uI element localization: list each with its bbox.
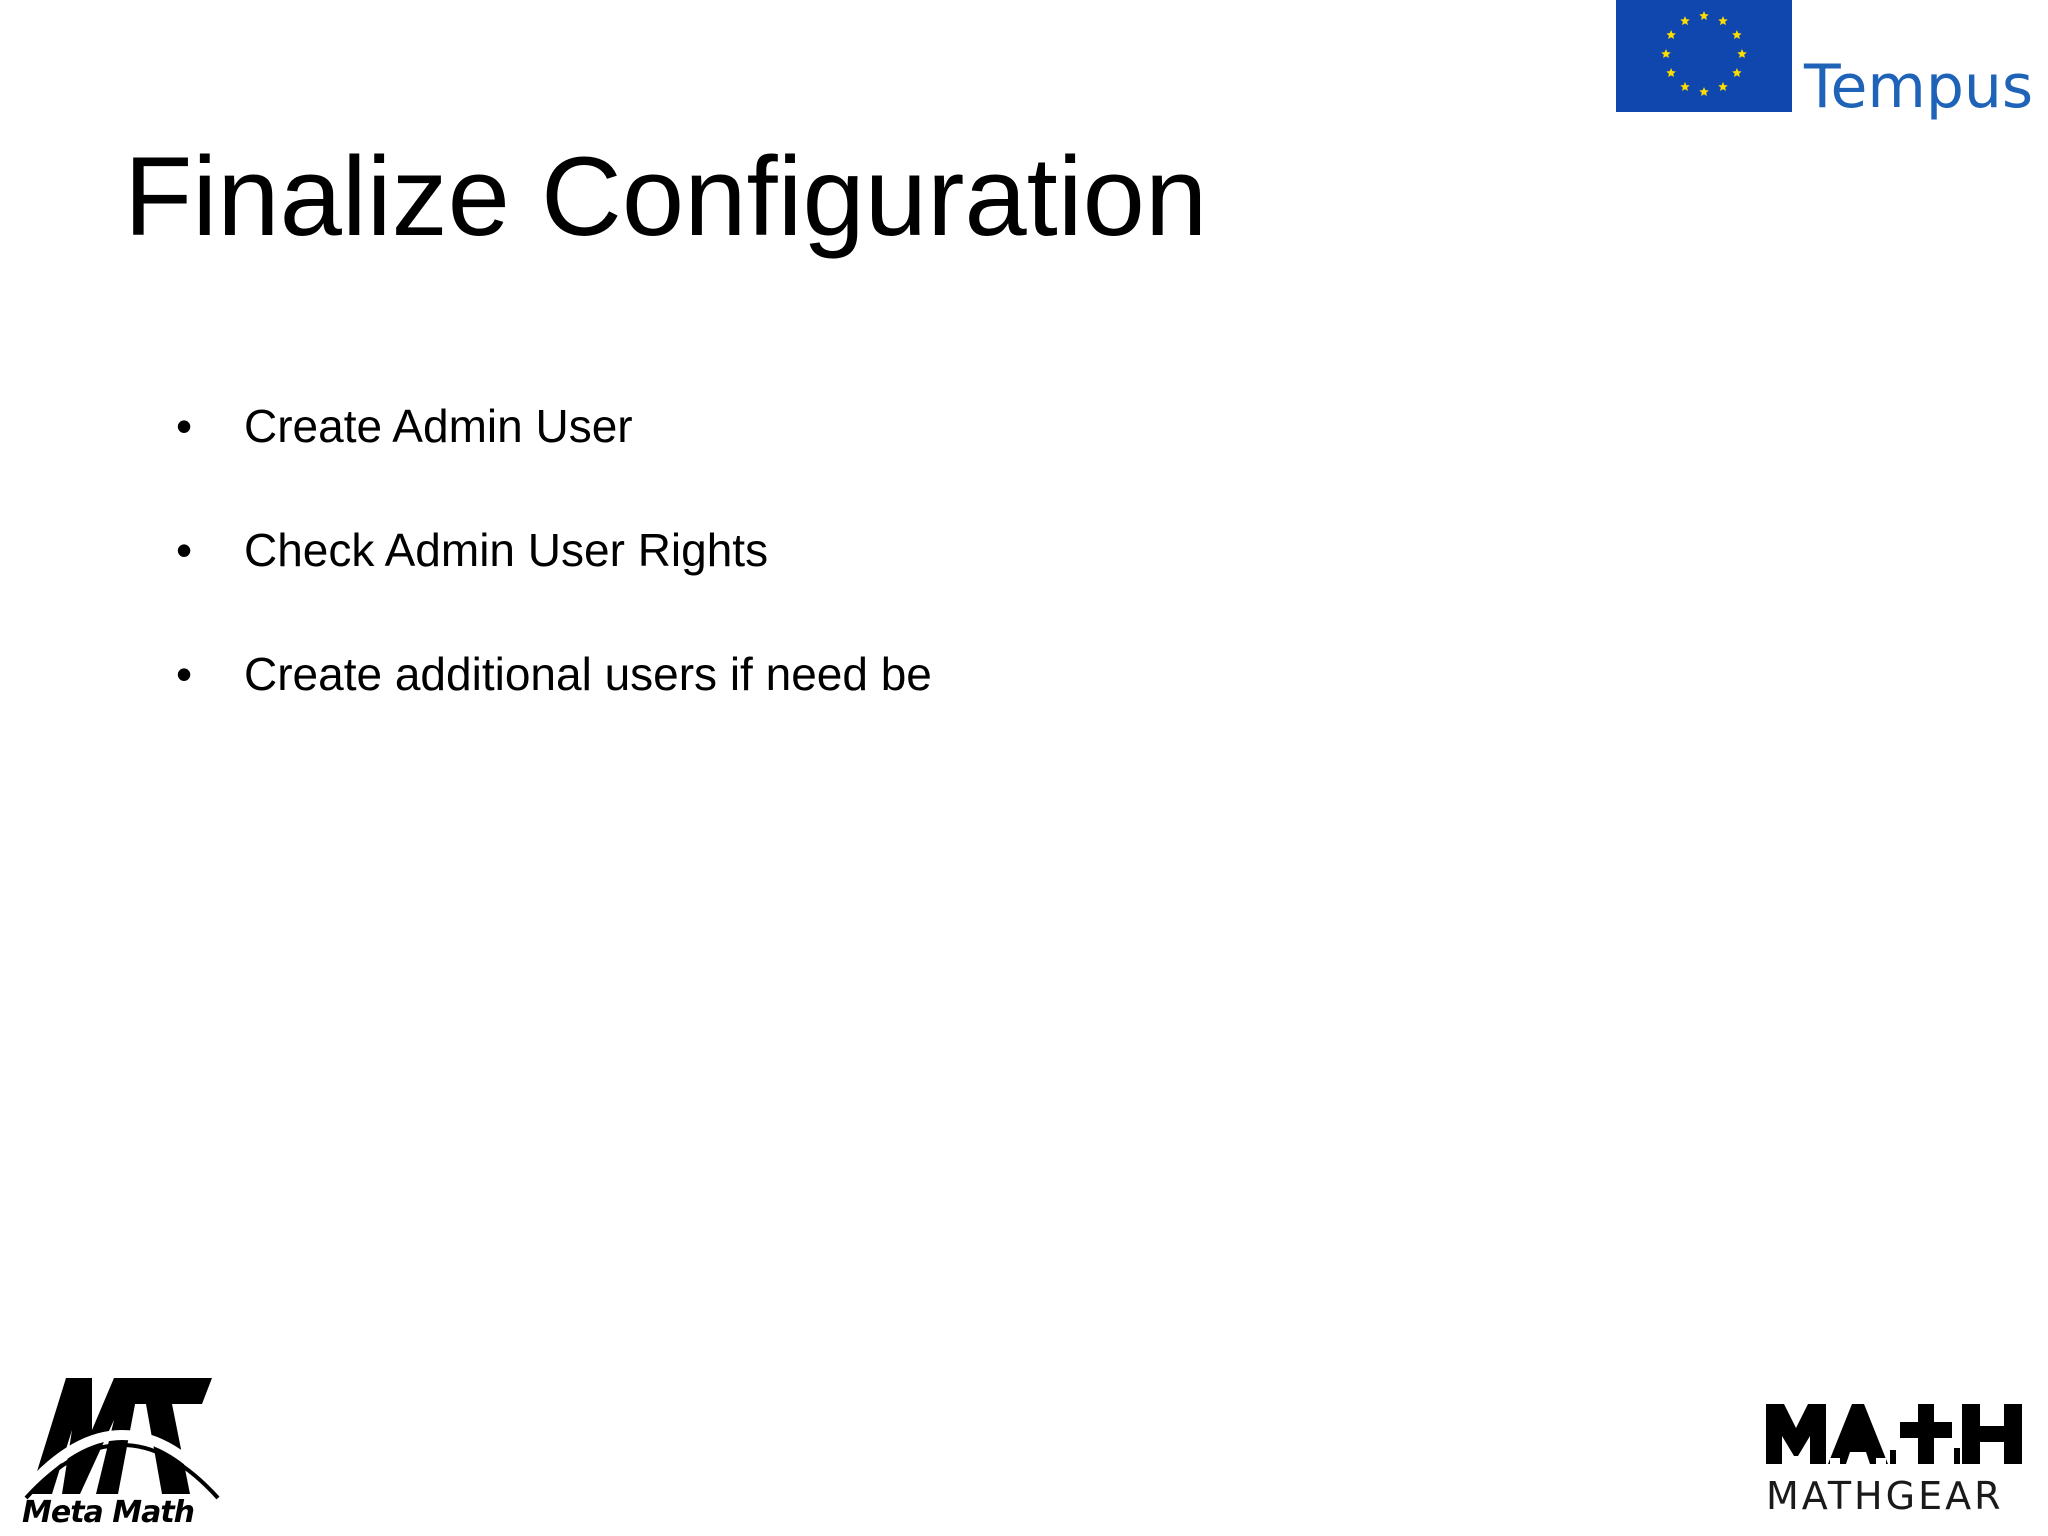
eu-star (1718, 82, 1728, 91)
bullet-marker: • (176, 400, 193, 452)
eu-star (1718, 16, 1728, 25)
mathgear-logo (1766, 1394, 2026, 1524)
mathgear-logo-text: MATHGEAR (1766, 1474, 2004, 1518)
bullet-text: Create additional users if need be (244, 648, 932, 700)
eu-star (1661, 49, 1671, 58)
eu-star (1699, 11, 1709, 20)
slide-title: Finalize Configuration (124, 134, 1208, 259)
eu-star (1737, 49, 1747, 58)
bullet-text: Check Admin User Rights (244, 524, 769, 576)
tempus-logo (1616, 0, 2036, 130)
tempus-logo-text: Tempus (1804, 52, 2034, 122)
eu-star (1666, 68, 1676, 77)
eu-star (1732, 68, 1742, 77)
eu-star (1732, 30, 1742, 39)
bullet-text: Create Admin User (244, 400, 633, 452)
mathgear-wordmark-icon (1766, 1394, 2026, 1474)
eu-star (1666, 30, 1676, 39)
metamath-logo-text: Meta Math (22, 1495, 195, 1530)
eu-star (1699, 87, 1709, 96)
eu-star (1680, 16, 1690, 25)
bullet-marker: • (176, 648, 193, 700)
metamath-logo (22, 1370, 222, 1530)
metamath-arch-icon (22, 1370, 222, 1500)
bullet-marker: • (176, 524, 193, 576)
eu-stars (1616, 0, 1792, 112)
eu-flag-icon (1616, 0, 1792, 112)
eu-star (1680, 82, 1690, 91)
